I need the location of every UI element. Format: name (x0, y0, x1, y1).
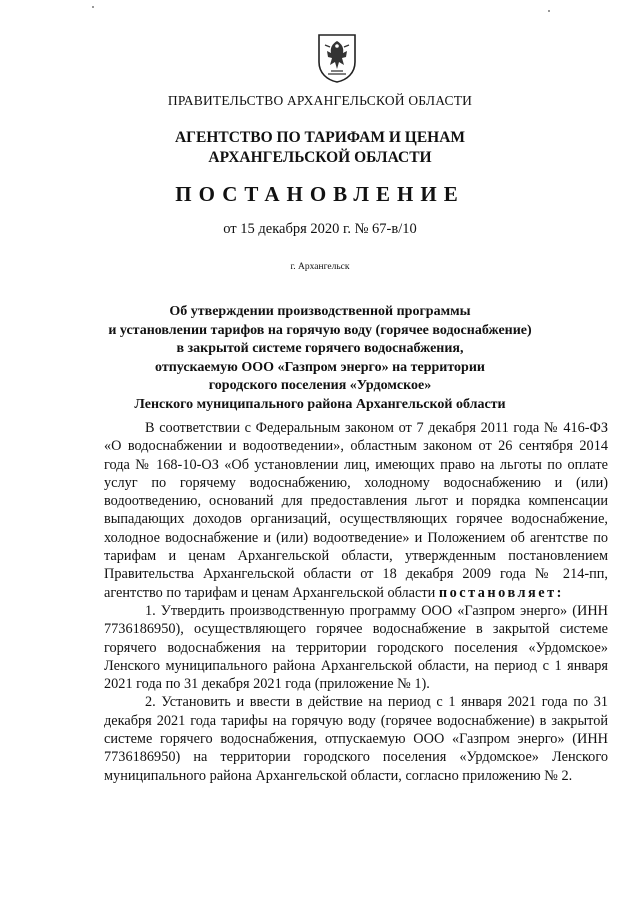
agency-name (0, 128, 640, 168)
preamble-paragraph (104, 419, 608, 602)
document-type: ПОСТАНОВЛЕНИЕ (175, 182, 465, 206)
title-line: городского поселения «Урдомское» (208, 378, 432, 393)
item-2-paragraph: 2. Установить и ввести в действие на период с 1 января 2021 года по 31 декабря 2021 года тарифы на горячую воду (горячее водоснабжение) в закрытой системе горячего водоснабжения, отпускаемую ООО «Газпром энерго» (ИНН 7736186950) на территории городского поселения «Урдомское» Ленского муниципального района Архангельской области, согласно приложению № 2. (104, 694, 608, 784)
coat-of-arms-icon (316, 32, 358, 84)
agency-name-line: АГЕНТСТВО ПО ТАРИФАМ И ЦЕНАМ (174, 129, 466, 146)
title-line: Об утверждении производственной программы (169, 304, 471, 319)
preamble-text: В соответствии с Федеральным законом от 7 декабря 2011 года № 416-ФЗ «О водоснабжении и водоотведении», областным законом от 26 сентября 2014 года № 168-10-ОЗ «Об установлении лиц, имеющих право на льготы по оплате услуг по горячему водоснабжению, холодному водоснабжению и (или) водоотведению, оснований для предоставления льгот и порядка компенсации выпадающих доходов организаций, осуществляющих горячее водоснабжение, холодное водоснабжение и (или) водоотведение» и Положением об агентстве по тарифам и ценам Архангельской области, утвержденным постановлением Правительства Архангельской области от 18 декабря 2009 года № 214-пп, агентство по тарифам и ценам Архангельской области (104, 420, 608, 601)
item-1-paragraph: 1. Утвердить производственную программу ООО «Газпром энерго» (ИНН 7736186950), осуществляющего горячее водоснабжение в закрытой системе горячего водоснабжения на территории городского поселения «Урдомское» Ленского муниципального района Архангельской области, на период с 1 января 2021 года по 31 декабря 2021 года (приложение № 1). (104, 602, 608, 693)
decree-word: постановляет: (438, 584, 564, 601)
government-name: ПРАВИТЕЛЬСТВО АРХАНГЕЛЬСКОЙ ОБЛАСТИ (167, 93, 473, 108)
title-line: Ленского муниципального района Архангельской области (134, 396, 506, 412)
scan-speck (92, 6, 94, 8)
document-body (104, 419, 608, 785)
title-line: и установлении тарифов на горячую воду (горячее водоснабжение) (108, 322, 532, 338)
title-line: в закрытой системе горячего водоснабжения, (176, 341, 464, 356)
document-city: г. Архангельск (290, 262, 350, 272)
document-date-number: от 15 декабря 2020 г. № 67-в/10 (223, 221, 417, 237)
title-line: отпускаемую ООО «Газпром энерго» на территории (155, 359, 485, 375)
scan-speck (548, 10, 550, 12)
agency-name-line: АРХАНГЕЛЬСКОЙ ОБЛАСТИ (208, 149, 432, 166)
document-title (0, 303, 640, 414)
